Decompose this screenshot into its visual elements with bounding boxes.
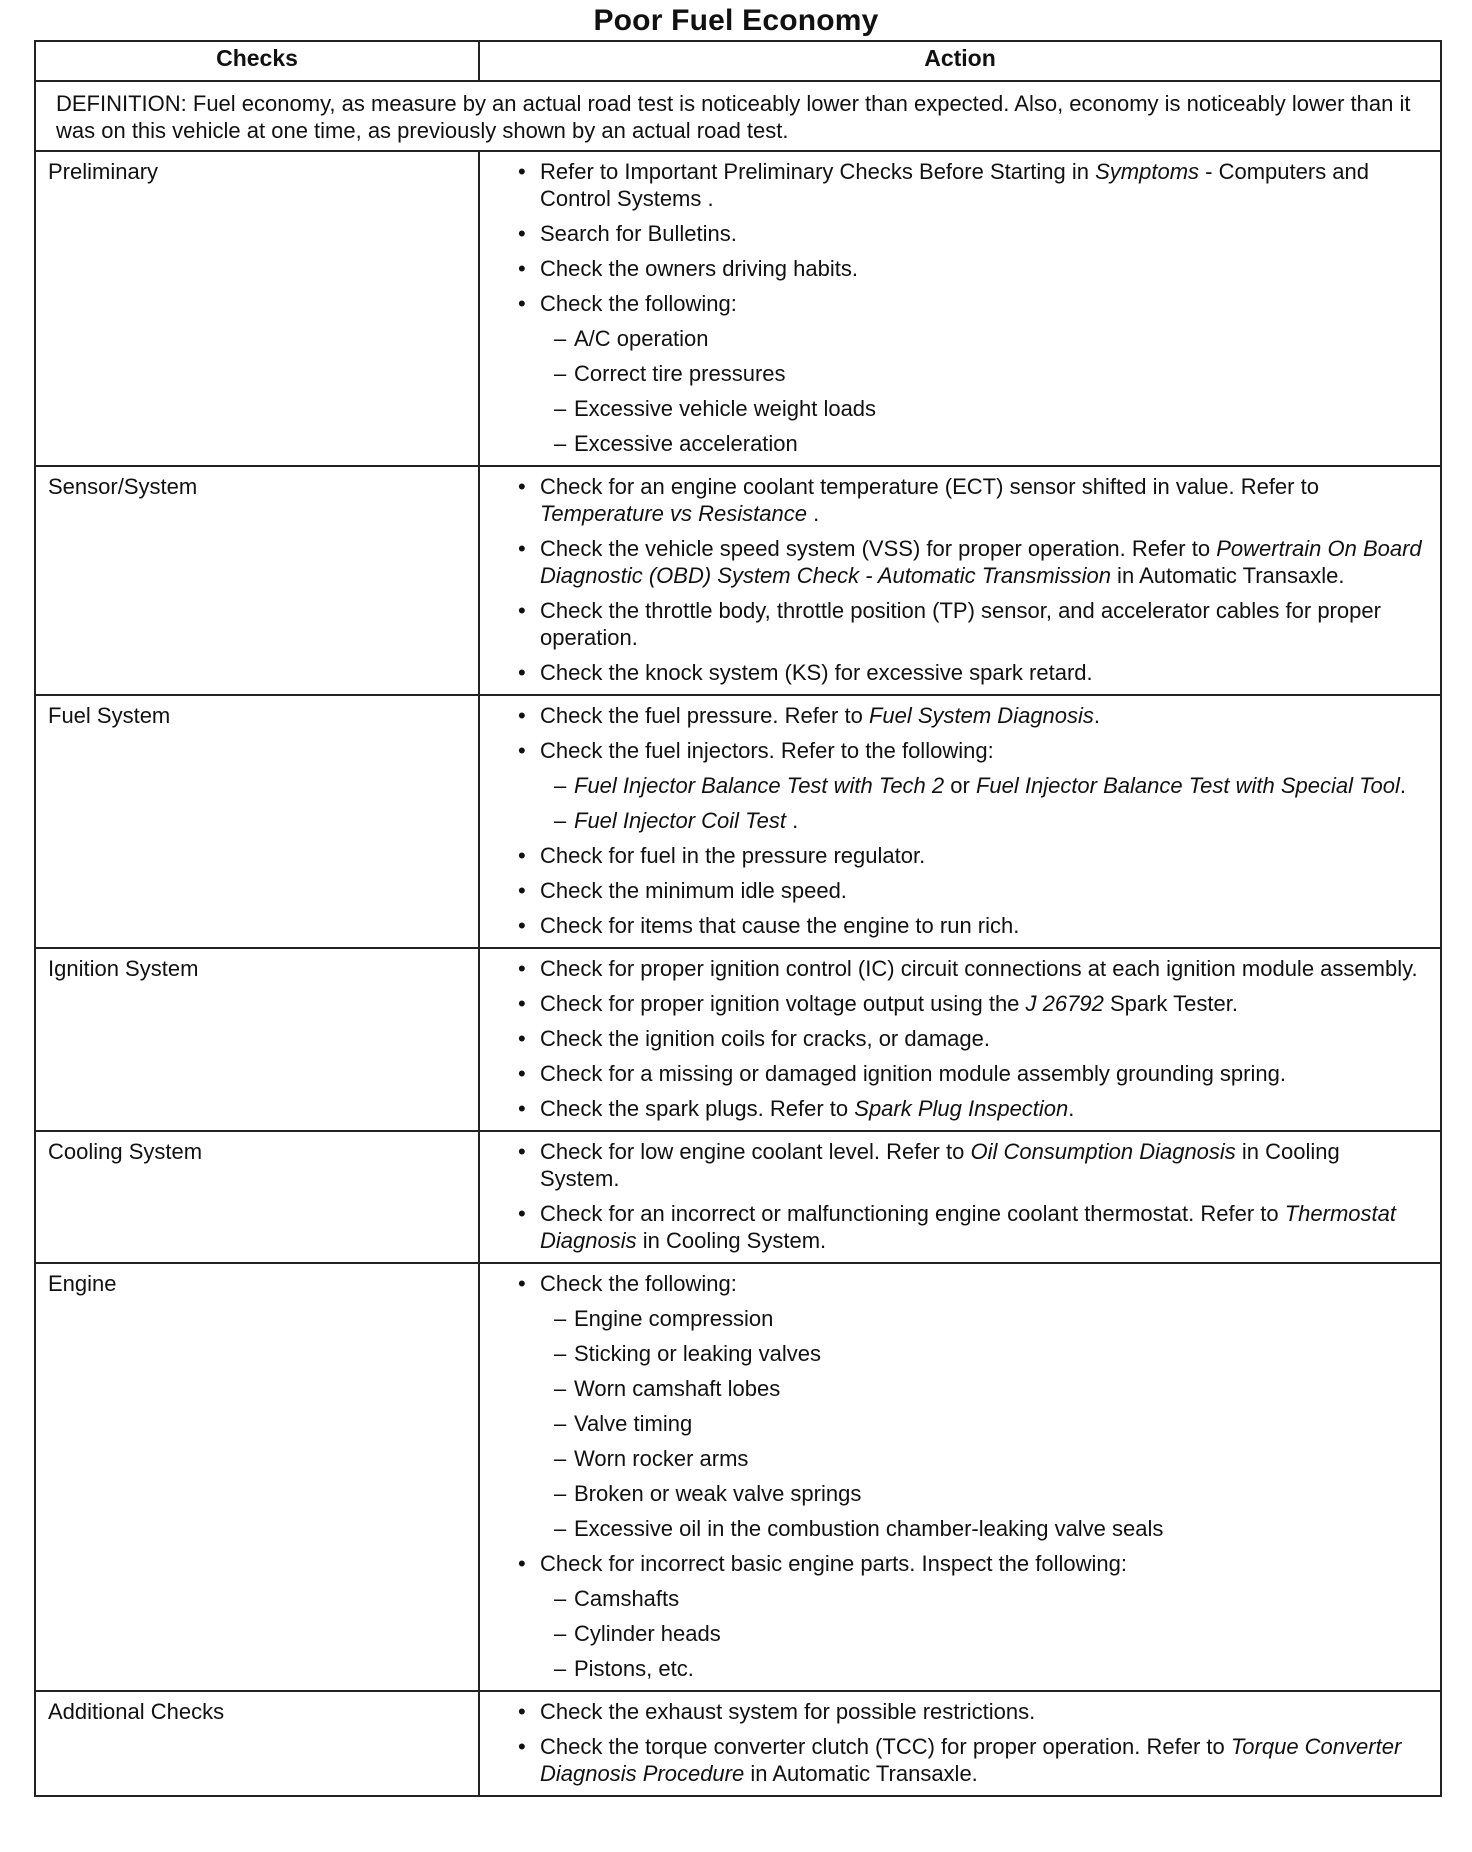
action-cell [479, 1691, 1441, 1796]
action-cell [479, 1263, 1441, 1691]
action-item: • Check the following: – A/C operation – Correct tire pressures – Excessive vehicle weight loads – Excessive acceleration [518, 290, 1424, 457]
action-item: • Check for an engine coolant temperature (ECT) sensor shifted in value. Refer to Temperature vs Resistance . [518, 473, 1424, 527]
action-item: • Check for proper ignition voltage output using the J 26792 Spark Tester. [518, 990, 1424, 1017]
sub-item: – Excessive oil in the combustion chamber-leaking valve seals [554, 1515, 1424, 1542]
action-item: • Check the torque converter clutch (TCC) for proper operation. Refer to Torque Converter Diagnosis Procedure in Automatic Transaxle. [518, 1733, 1424, 1787]
action-cell [479, 948, 1441, 1131]
sub-item: – Valve timing [554, 1410, 1424, 1437]
sub-item: – Fuel Injector Coil Test . [554, 807, 1424, 834]
check-name-cooling-system: Cooling System [35, 1131, 479, 1263]
action-column-header: Action [479, 41, 1441, 81]
table-row [35, 466, 1441, 695]
sub-item: – Broken or weak valve springs [554, 1480, 1424, 1507]
table-row [35, 151, 1441, 466]
sub-item: – Cylinder heads [554, 1620, 1424, 1647]
action-item: • Check the fuel pressure. Refer to Fuel System Diagnosis. [518, 702, 1424, 729]
action-item: • Check for an incorrect or malfunctioning engine coolant thermostat. Refer to Thermostat Diagnosis in Cooling System. [518, 1200, 1424, 1254]
action-item: • Check the spark plugs. Refer to Spark Plug Inspection. [518, 1095, 1424, 1122]
action-item: • Check for a missing or damaged ignition module assembly grounding spring. [518, 1060, 1424, 1087]
sub-item: – Correct tire pressures [554, 360, 1424, 387]
check-name-sensor-system: Sensor/System [35, 466, 479, 695]
action-item: • Check for fuel in the pressure regulator. [518, 842, 1424, 869]
definition-text: DEFINITION: Fuel economy, as measure by an actual road test is noticeably lower than expected. Also, economy is noticeably lower than it was on this vehicle at one time, as previously shown by an actual road test. [35, 81, 1441, 151]
table-row [35, 695, 1441, 948]
action-item: • Check for proper ignition control (IC) circuit connections at each ignition module assembly. [518, 955, 1424, 982]
action-item: • Check the vehicle speed system (VSS) for proper operation. Refer to Powertrain On Board Diagnostic (OBD) System Check - Automatic Transmission in Automatic Transaxle. [518, 535, 1424, 589]
action-item: • Check the fuel injectors. Refer to the following: – Fuel Injector Balance Test with Tech 2 or Fuel Injector Balance Test with Special Tool. – Fuel Injector Coil Test . [518, 737, 1424, 834]
action-item: • Check the following: – Engine compression – Sticking or leaking valves – Worn camshaft lobes – Valve timing – Worn rocker arms – Broken or weak valve springs – Excessive oil in the combustion chamber-leaking valve seals [518, 1270, 1424, 1542]
action-item: • Check the throttle body, throttle position (TP) sensor, and accelerator cables for proper operation. [518, 597, 1424, 651]
check-name-ignition-system: Ignition System [35, 948, 479, 1131]
definition-row [35, 81, 1441, 151]
action-cell [479, 466, 1441, 695]
sub-item: – Sticking or leaking valves [554, 1340, 1424, 1367]
check-name-additional-checks: Additional Checks [35, 1691, 479, 1796]
check-name-preliminary: Preliminary [35, 151, 479, 466]
check-name-engine: Engine [35, 1263, 479, 1691]
action-item: • Check for incorrect basic engine parts. Inspect the following: – Camshafts – Cylinder heads – Pistons, etc. [518, 1550, 1424, 1682]
sub-item: – Engine compression [554, 1305, 1424, 1332]
table-row [35, 1263, 1441, 1691]
action-item: • Check the owners driving habits. [518, 255, 1424, 282]
action-item: • Check for items that cause the engine to run rich. [518, 912, 1424, 939]
table-row [35, 1691, 1441, 1796]
action-item: • Refer to Important Preliminary Checks Before Starting in Symptoms - Computers and Control Systems . [518, 158, 1424, 212]
action-cell [479, 695, 1441, 948]
sub-item: – Worn rocker arms [554, 1445, 1424, 1472]
sub-item: – Fuel Injector Balance Test with Tech 2 or Fuel Injector Balance Test with Special Tool. [554, 772, 1424, 799]
table-row [35, 1131, 1441, 1263]
action-cell [479, 1131, 1441, 1263]
sub-item: – Pistons, etc. [554, 1655, 1424, 1682]
action-item: • Check the ignition coils for cracks, or damage. [518, 1025, 1424, 1052]
action-item: • Check the exhaust system for possible restrictions. [518, 1698, 1424, 1725]
diagnosis-table [34, 40, 1442, 1797]
table-header-row [35, 41, 1441, 81]
action-item: • Search for Bulletins. [518, 220, 1424, 247]
sub-item: – Camshafts [554, 1585, 1424, 1612]
action-item: • Check the minimum idle speed. [518, 877, 1424, 904]
sub-item: – A/C operation [554, 325, 1424, 352]
sub-item: – Excessive acceleration [554, 430, 1424, 457]
sub-item: – Excessive vehicle weight loads [554, 395, 1424, 422]
page-title: Poor Fuel Economy [593, 4, 879, 37]
check-name-fuel-system: Fuel System [35, 695, 479, 948]
action-cell [479, 151, 1441, 466]
sub-item: – Worn camshaft lobes [554, 1375, 1424, 1402]
checks-column-header: Checks [35, 41, 479, 81]
action-item: • Check the knock system (KS) for excessive spark retard. [518, 659, 1424, 686]
table-row [35, 948, 1441, 1131]
action-item: • Check for low engine coolant level. Refer to Oil Consumption Diagnosis in Cooling System. [518, 1138, 1424, 1192]
